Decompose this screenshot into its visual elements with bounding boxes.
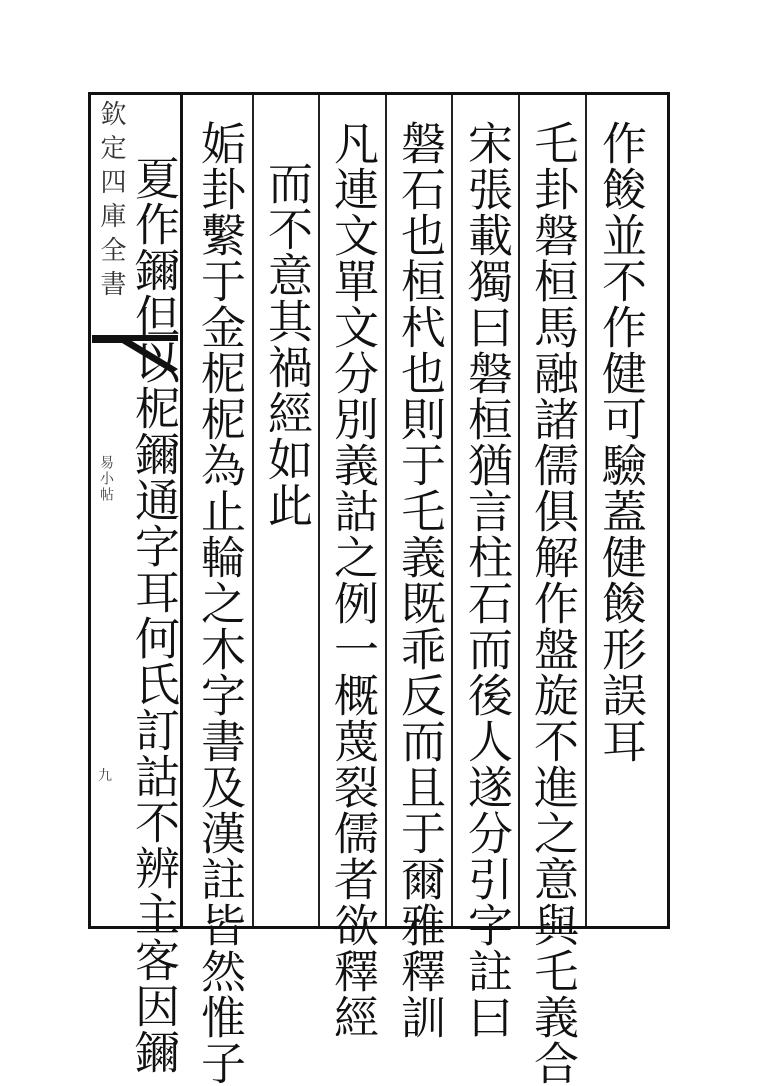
column-rule (518, 95, 520, 926)
text-column-1: 作餕並不作健可驗蓋健餕形誤耳 (594, 120, 647, 764)
text-column-4: 磐石也桓杙也則于乇義既乖反而且于爾雅釋訓 (393, 120, 446, 1040)
column-rule (318, 95, 320, 926)
book-title: 欽定四庫全書 (96, 100, 126, 304)
chapter-label: 易小帖 (98, 455, 114, 503)
text-column-2: 乇卦磐桓馬融諸儒俱解作盤旋不進之意與乇義合 (526, 120, 579, 1086)
text-column-6: 而不意其禍經如此 (260, 160, 313, 528)
column-rule (451, 95, 453, 926)
text-column-5: 凡連文單文分別義詁之例一概蔑裂儒者欲釋經 (326, 120, 379, 1040)
text-column-8: 夏作鑈但以柅鑈通字耳何氏訂詁不辨主客因鑈 (127, 155, 180, 1075)
column-rule (385, 95, 387, 926)
text-column-7: 姤卦繫于金柅柅為止輪之木字書及漢註皆然惟子 (193, 120, 246, 1086)
page-number: 九 (98, 768, 112, 784)
margin-divider (180, 92, 183, 929)
text-column-3: 宋張載獨曰磐桓猶言柱石而後人遂分引字註曰 (460, 120, 513, 1040)
column-rule (252, 95, 254, 926)
column-rule (585, 95, 587, 926)
